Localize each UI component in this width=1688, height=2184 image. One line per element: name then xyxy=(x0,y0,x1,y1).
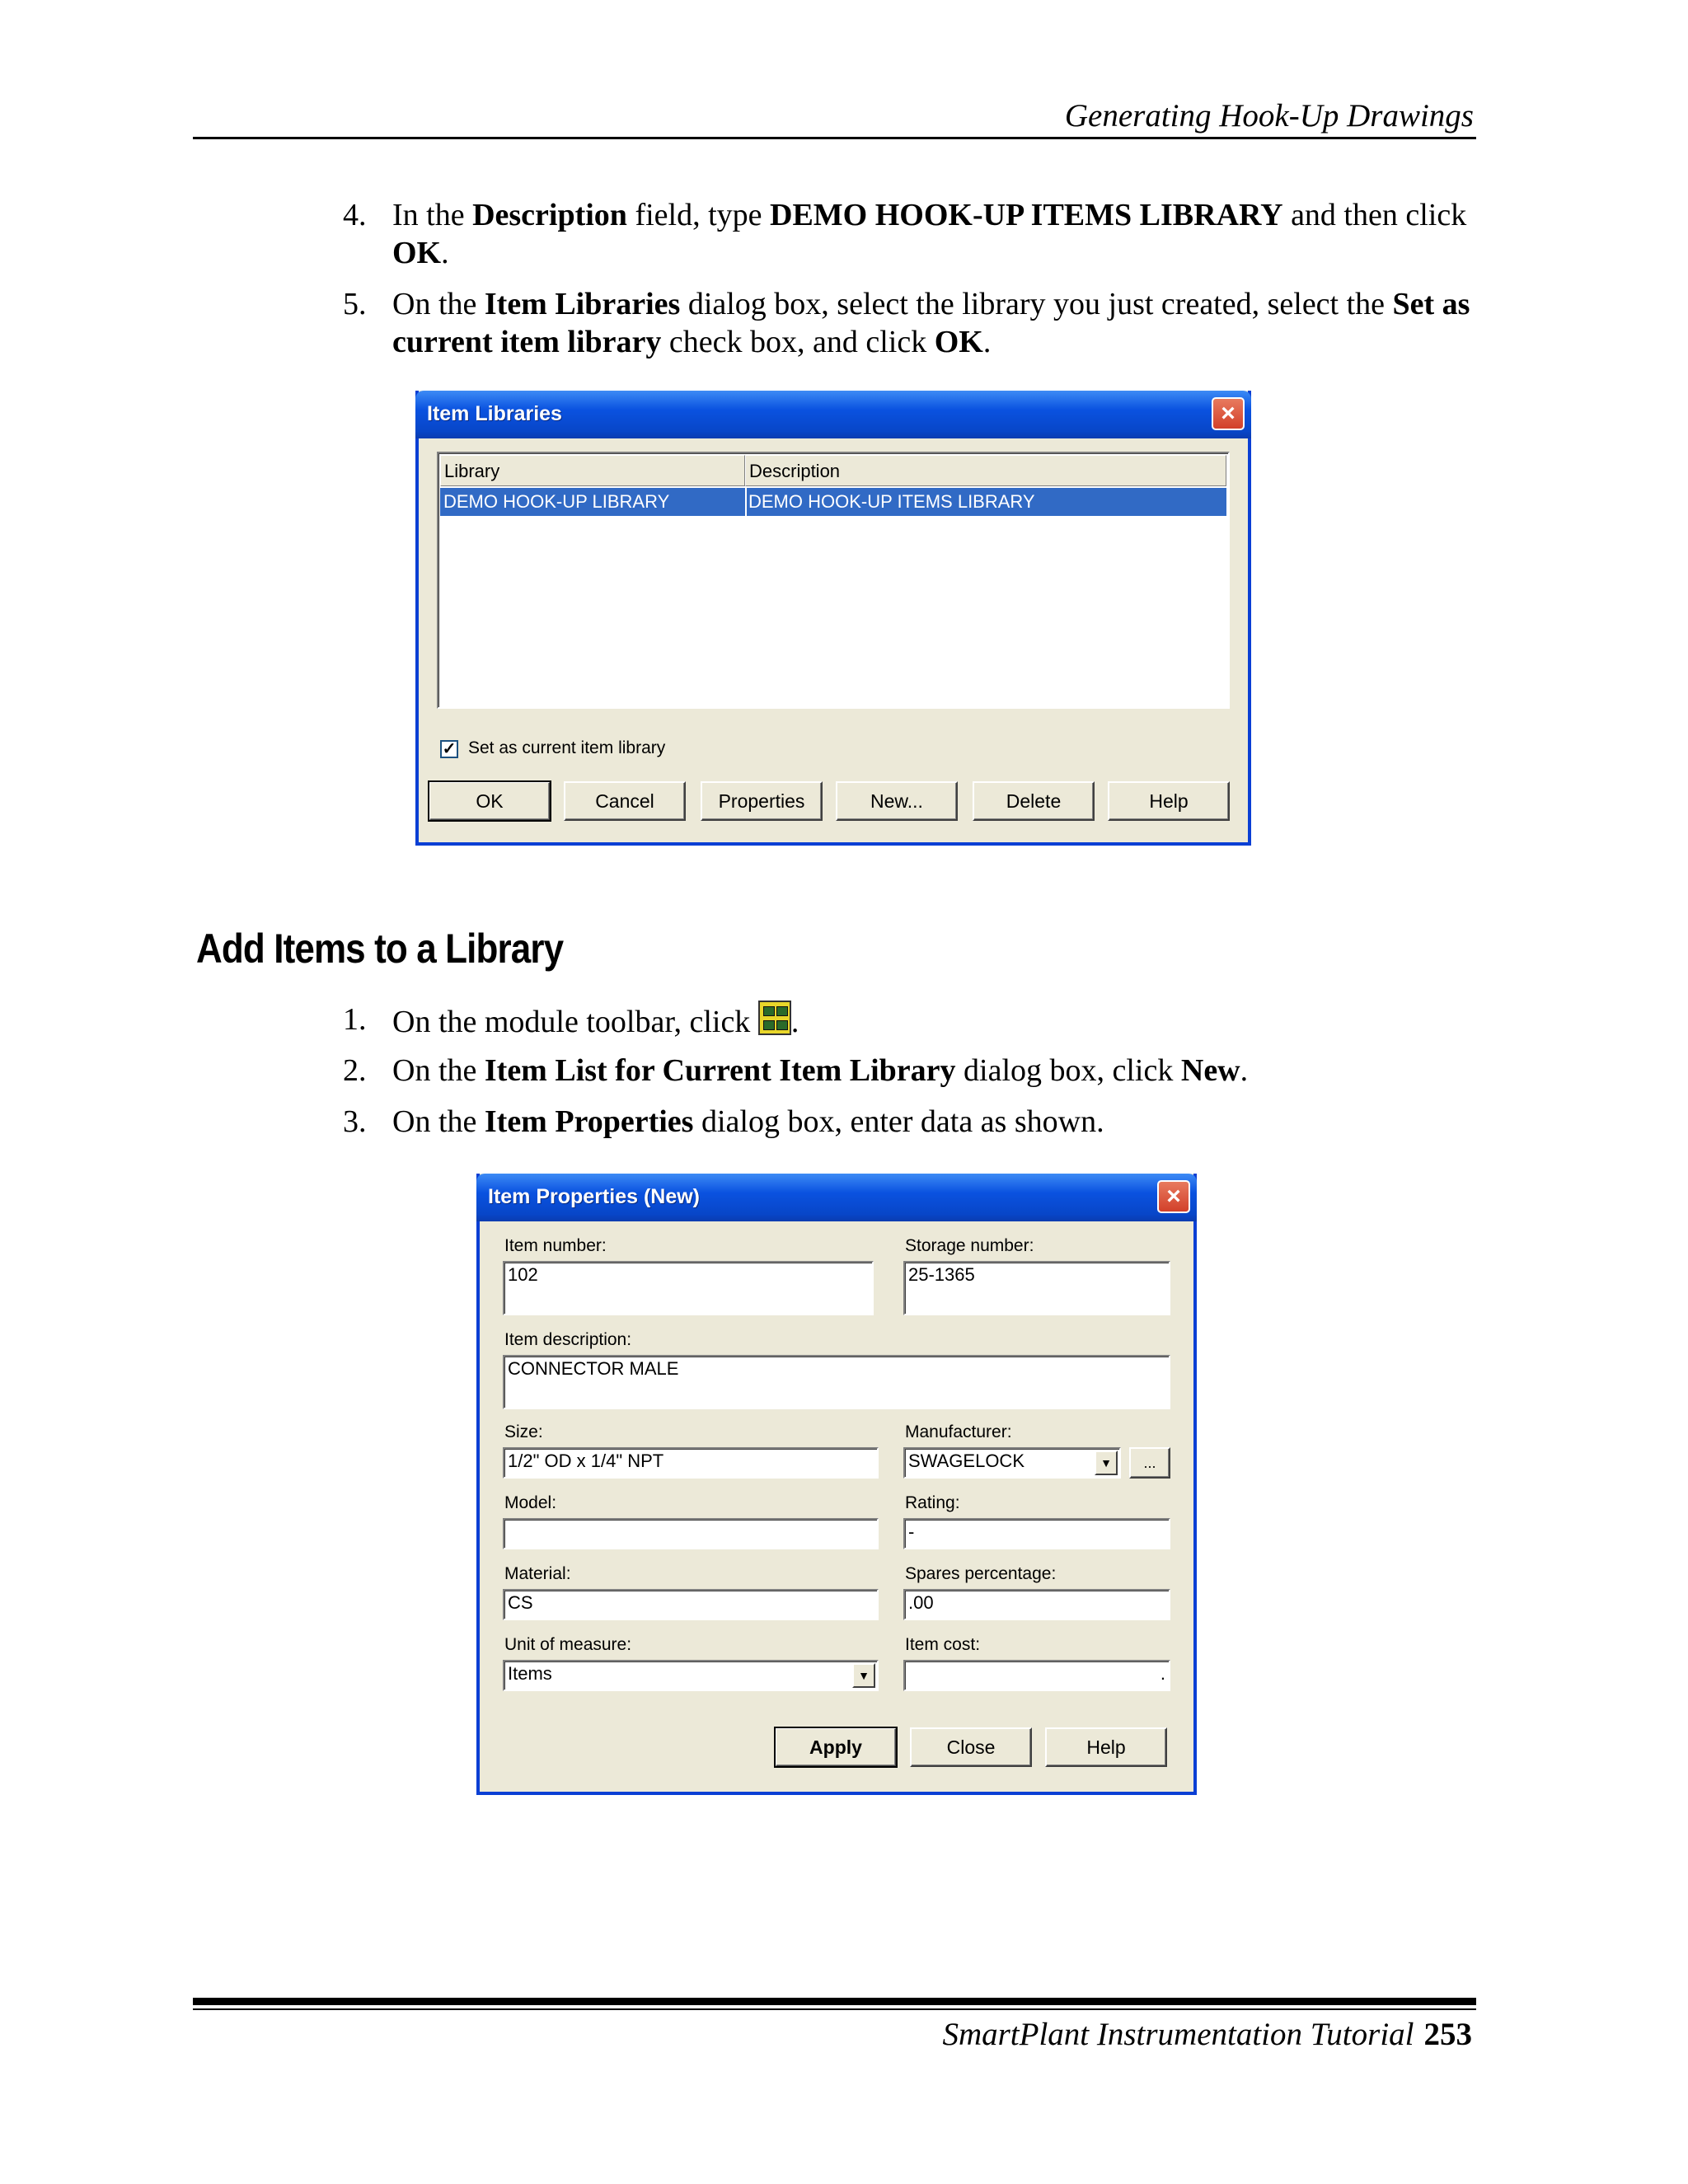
column-header-description[interactable]: Description xyxy=(745,455,1226,486)
set-current-checkbox[interactable] xyxy=(440,740,458,758)
checkmark-icon: ✓ xyxy=(442,740,457,758)
footer-rule xyxy=(193,1998,1476,2005)
running-foot xyxy=(942,2016,1472,2053)
header-rule xyxy=(193,137,1476,139)
step-text: In the Description field, type DEMO HOOK-UP ITEMS LIBRARY and then click OK. xyxy=(392,198,1467,270)
help-button[interactable]: Help xyxy=(1045,1727,1167,1767)
item-libraries-dialog xyxy=(415,391,1251,846)
step-1 xyxy=(343,1001,1480,1040)
close-button[interactable] xyxy=(1157,1180,1190,1213)
item-cost-field[interactable]: . xyxy=(903,1660,1170,1691)
step-number: 4. xyxy=(343,198,367,232)
model-label: Model: xyxy=(504,1493,557,1512)
step-3 xyxy=(343,1103,1480,1142)
manufacturer-select[interactable] xyxy=(903,1447,1121,1479)
item-cost-label: Item cost: xyxy=(905,1635,981,1654)
item-description-label: Item description: xyxy=(504,1330,632,1349)
step-4 xyxy=(343,196,1480,272)
close-button[interactable] xyxy=(1212,397,1245,430)
manufacturer-label: Manufacturer: xyxy=(905,1422,1012,1441)
unit-of-measure-value: Items xyxy=(508,1663,552,1684)
size-field[interactable]: 1/2" OD x 1/4" NPT xyxy=(503,1447,879,1479)
footer-rule-thin xyxy=(193,2008,1476,2010)
close-icon: × xyxy=(1166,1183,1181,1210)
footer-title: SmartPlant Instrumentation Tutorial xyxy=(942,2017,1414,2052)
step-number: 3. xyxy=(343,1104,367,1139)
title-bar[interactable] xyxy=(415,391,1251,438)
spares-percentage-field[interactable]: .00 xyxy=(903,1589,1170,1620)
section-heading: Add Items to a Library xyxy=(196,926,564,972)
unit-of-measure-label: Unit of measure: xyxy=(504,1635,632,1654)
step-5 xyxy=(343,285,1480,361)
page-number: 253 xyxy=(1423,2017,1472,2052)
library-cell: DEMO HOOK-UP LIBRARY xyxy=(443,491,670,512)
title-bar[interactable] xyxy=(476,1174,1197,1221)
storage-number-field[interactable]: 25-1365 xyxy=(903,1261,1170,1315)
running-head: Generating Hook-Up Drawings xyxy=(1064,98,1474,134)
apply-button[interactable]: Apply xyxy=(775,1727,897,1767)
material-label: Material: xyxy=(504,1564,571,1583)
chevron-down-icon[interactable]: ▼ xyxy=(852,1663,875,1688)
library-list[interactable] xyxy=(437,452,1230,709)
close-icon: × xyxy=(1221,400,1236,427)
rating-field[interactable]: - xyxy=(903,1518,1170,1549)
properties-button[interactable]: Properties xyxy=(701,781,823,821)
table-row[interactable] xyxy=(440,488,1226,516)
set-current-label: Set as current item library xyxy=(468,738,666,757)
ok-button[interactable]: OK xyxy=(429,781,551,821)
step-number: 5. xyxy=(343,287,367,321)
step-text: On the module toolbar, click . xyxy=(392,1001,1480,1041)
material-field[interactable]: CS xyxy=(503,1589,879,1620)
close-dialog-button[interactable]: Close xyxy=(910,1727,1032,1767)
step-text: On the Item Libraries dialog box, select the library you just created, select the Set as current item library check box, and click OK. xyxy=(392,287,1470,359)
chevron-down-icon[interactable]: ▼ xyxy=(1095,1451,1118,1475)
size-label: Size: xyxy=(504,1422,543,1441)
item-number-field[interactable]: 102 xyxy=(503,1261,874,1315)
item-number-label: Item number: xyxy=(504,1236,607,1255)
storage-number-label: Storage number: xyxy=(905,1236,1034,1255)
column-divider xyxy=(745,488,747,516)
item-properties-dialog xyxy=(476,1174,1197,1795)
rating-label: Rating: xyxy=(905,1493,960,1512)
browse-manufacturer-button[interactable]: ... xyxy=(1129,1447,1170,1479)
item-description-field[interactable]: CONNECTOR MALE xyxy=(503,1355,1170,1409)
step-2 xyxy=(343,1052,1480,1091)
model-field[interactable] xyxy=(503,1518,879,1549)
spares-percentage-label: Spares percentage: xyxy=(905,1564,1057,1583)
help-button[interactable]: Help xyxy=(1108,781,1230,821)
unit-of-measure-select[interactable] xyxy=(503,1660,879,1691)
step-number: 2. xyxy=(343,1053,367,1088)
step-number: 1. xyxy=(343,1002,367,1037)
step-text: On the Item List for Current Item Library dialog box, click New. xyxy=(392,1053,1249,1088)
dialog-title: Item Libraries xyxy=(427,402,562,425)
new-button[interactable]: New... xyxy=(836,781,958,821)
dialog-title: Item Properties (New) xyxy=(488,1185,701,1208)
cancel-button[interactable]: Cancel xyxy=(564,781,686,821)
item-list-toolbar-icon[interactable] xyxy=(758,1001,791,1035)
description-cell: DEMO HOOK-UP ITEMS LIBRARY xyxy=(748,491,1035,512)
manufacturer-value: SWAGELOCK xyxy=(908,1451,1025,1471)
column-header-library[interactable]: Library xyxy=(440,455,745,486)
delete-button[interactable]: Delete xyxy=(973,781,1095,821)
step-text: On the Item Properties dialog box, enter data as shown. xyxy=(392,1104,1104,1139)
